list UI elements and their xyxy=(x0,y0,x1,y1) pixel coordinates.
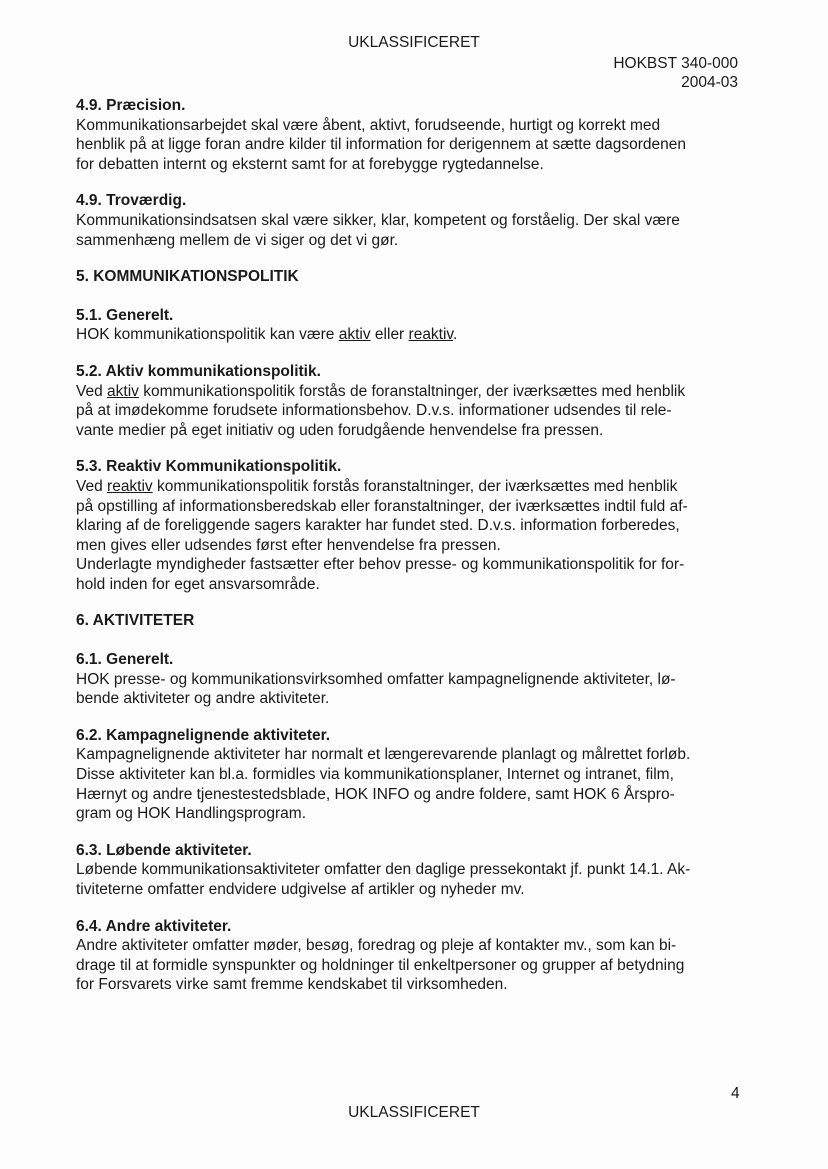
text-line: på opstilling af informationsberedskab eller foranstaltninger, der iværksættes indtil fuld af- xyxy=(76,497,688,515)
text-line: Løbende kommunikationsaktiviteter omfatter den daglige pressekontakt jf. punkt 14.1. Ak- xyxy=(76,861,691,879)
text-line: vante medier på eget initiativ og uden forudgående henvendelse fra pressen. xyxy=(76,421,604,439)
classification-header: UKLASSIFICERET xyxy=(348,34,480,51)
underlined-term-reaktiv: reaktiv xyxy=(107,477,153,495)
text-line: henblik på at ligge foran andre kilder til information for derigennem at sætte dagsordenen xyxy=(76,136,687,154)
paragraph xyxy=(76,211,740,250)
text-line: bende aktiviteter og andre aktiviteter. xyxy=(76,690,330,708)
document-reference xyxy=(613,54,738,92)
section-heading: 6.2. Kampagnelignende aktiviteter. xyxy=(76,726,331,744)
text-line: Disse aktiviteter kan bl.a. formidles via kommunikationsplaner, Internet og intranet, film, xyxy=(76,766,674,784)
doc-ref-number: HOKBST 340-000 xyxy=(613,55,738,72)
text-line: HOK presse- og kommunikationsvirksomhed omfatter kampagnelignende aktiviteter, lø- xyxy=(76,670,676,688)
text-line: gram og HOK Handlingsprogram. xyxy=(76,805,307,823)
section-5-3 xyxy=(76,457,740,594)
text-line: Kommunikationsarbejdet skal være åbent, aktivt, forudseende, hurtigt og korrekt med xyxy=(76,116,661,134)
underlined-term-aktiv: aktiv xyxy=(338,326,371,344)
underlined-term-reaktiv: reaktiv xyxy=(408,326,454,344)
text-line: drage til at formidle synspunkter og holdninger til enkeltpersoner og grupper af betydning xyxy=(76,956,685,974)
paragraph xyxy=(76,670,740,709)
text-fragment: . xyxy=(453,326,458,344)
paragraph xyxy=(76,325,740,345)
section-heading: 5.3. Reaktiv Kommunikationspolitik. xyxy=(76,458,342,476)
text-line: Underlagte myndigheder fastsætter efter behov presse- og kommunikationspolitik for for- xyxy=(76,556,685,574)
text-line: for Forsvarets virke samt fremme kendskabet til virksomheden. xyxy=(76,976,508,994)
text-line: sammenhæng mellem de vi siger og det vi gør. xyxy=(76,231,399,249)
section-4-9-precision xyxy=(76,96,740,174)
paragraph xyxy=(76,860,740,899)
section-heading: 4.9. Troværdig. xyxy=(76,192,187,210)
section-6-4 xyxy=(76,917,740,995)
text-line: hold inden for eget ansvarsområde. xyxy=(76,575,320,593)
section-heading: 6.4. Andre aktiviteter. xyxy=(76,917,232,935)
chapter-heading: 5. KOMMUNIKATIONSPOLITIK xyxy=(76,268,299,286)
doc-ref-date: 2004-03 xyxy=(681,74,738,91)
paragraph xyxy=(76,745,740,823)
section-heading: 6.3. Løbende aktiviteter. xyxy=(76,841,252,859)
text-line: Andre aktiviteter omfatter møder, besøg, foredrag og pleje af kontakter mv., som kan bi- xyxy=(76,937,677,955)
section-heading: 5.1. Generelt. xyxy=(76,306,174,324)
text-line: på at imødekomme forudsete informationsbehov. D.v.s. informationer udsendes til rele- xyxy=(76,402,672,420)
text-fragment: eller xyxy=(370,326,409,344)
section-6-2 xyxy=(76,726,740,824)
section-5-1 xyxy=(76,306,740,345)
text-fragment: kommunikationspolitik forstås de foranstaltninger, der iværksættes med henblik xyxy=(138,382,686,400)
text-line: tiviteterne omfatter endvidere udgivelse af artikler og nyheder mv. xyxy=(76,881,525,898)
text-line: men gives eller udsendes først efter henvendelse fra pressen. xyxy=(76,536,501,554)
section-4-9-trustworthy xyxy=(76,191,740,250)
paragraph xyxy=(76,477,740,595)
text-line: Kommunikationsindsatsen skal være sikker, klar, kompetent og forståelig. Der skal være xyxy=(76,211,680,229)
classification-footer: UKLASSIFICERET xyxy=(348,1104,480,1121)
text-line: Kampagnelignende aktiviteter har normalt et længerevarende planlagt og målrettet forløb. xyxy=(76,746,691,764)
text-line: Hærnyt og andre tjenestestedsblade, HOK INFO og andre foldere, samt HOK 6 Årspro- xyxy=(76,785,675,803)
text-fragment: HOK kommunikationspolitik kan være xyxy=(76,326,339,344)
paragraph xyxy=(76,382,740,441)
text-line: klaring af de foreliggende sagers karakter har fundet sted. D.v.s. information forberedes, xyxy=(76,517,680,535)
paragraph xyxy=(76,936,740,995)
chapter-heading: 6. AKTIVITETER xyxy=(76,612,195,630)
paragraph xyxy=(76,116,740,175)
underlined-term-aktiv: aktiv xyxy=(107,382,139,400)
section-heading: 4.9. Præcision. xyxy=(76,97,186,114)
page-number: 4 xyxy=(731,1085,740,1102)
text-line: for debatten internt og eksternt samt for at forebygge rygtedannelse. xyxy=(76,155,544,173)
section-6-3 xyxy=(76,841,740,900)
section-heading: 6.1. Generelt. xyxy=(76,651,174,669)
text-fragment: Ved xyxy=(76,477,108,495)
text-fragment: kommunikationspolitik forstås foranstaltninger, der iværksættes med henblik xyxy=(152,477,678,495)
text-fragment: Ved xyxy=(76,382,108,400)
section-heading: 5.2. Aktiv kommunikationspolitik. xyxy=(76,362,321,380)
section-5-2 xyxy=(76,362,740,440)
document-body xyxy=(76,96,740,1012)
section-6-1 xyxy=(76,650,740,709)
chapter-6 xyxy=(76,611,740,631)
chapter-5 xyxy=(76,267,740,287)
